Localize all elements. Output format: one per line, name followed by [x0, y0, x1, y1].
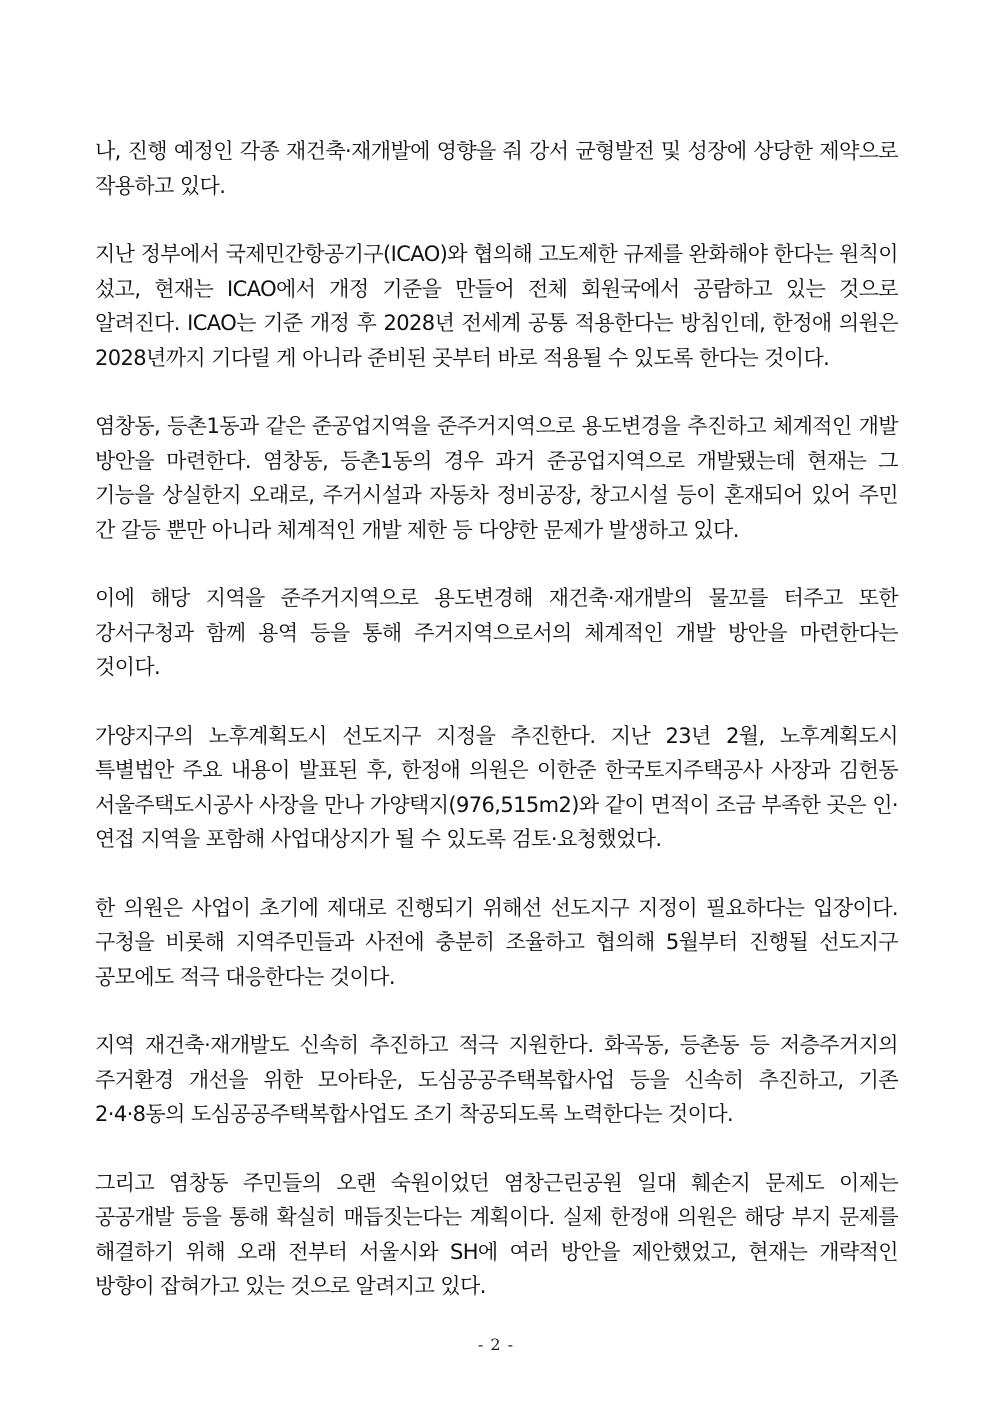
paragraph-1: 나, 진행 예정인 각종 재건축·재개발에 영향을 줘 강서 균형발전 및 성장에 상당한 제약으로 작용하고 있다. — [95, 139, 898, 198]
paragraph-6: 한 의원은 사업이 초기에 제대로 진행되기 위해선 선도지구 지정이 필요하다는 입장이다. 구청을 비롯해 지역주민들과 사전에 충분히 조율하고 협의해 5월부터 진행될 선도지구 공모에도 적극 대응한다는 것이다. — [95, 895, 898, 989]
paragraph-4: 이에 해당 지역을 준주거지역으로 용도변경해 재건축·재개발의 물꼬를 터주고 또한 강서구청과 함께 용역 등을 통해 주거지역으로서의 체계적인 개발 방안을 마련한다는 것이다. — [95, 586, 898, 679]
page-number: - 2 - — [477, 1335, 515, 1354]
document-body — [95, 128, 898, 1338]
paragraph-5: 가양지구의 노후계획도시 선도지구 지정을 추진한다. 지난 23년 2월, 노후계획도시 특별법안 주요 내용이 발표된 후, 한정애 의원은 이한준 한국토지주택공사 사장과 김헌동 서울주택도시공사 사장을 만나 가양택지(976,515m2)와 같이 면적이 조금 부족한 곳은 인·연접 지역을 포함해 사업대상지가 될 수 있도록 검토·요청했었다. — [95, 723, 898, 851]
paragraph-7: 지역 재건축·재개발도 신속히 추진하고 적극 지원한다. 화곡동, 등촌동 등 저층주거지의 주거환경 개선을 위한 모아타운, 도심공공주택복합사업 등을 신속히 추진하고, 기존 2·4·8동의 도심공공주택복합사업도 조기 착공되도록 노력한다는 것이다. — [95, 1033, 898, 1126]
paragraph-8: 그리고 염창동 주민들의 오랜 숙원이었던 염창근린공원 일대 훼손지 문제도 이제는 공공개발 등을 통해 확실히 매듭짓는다는 계획이다. 실제 한정애 의원은 해당 부지 문제를 해결하기 위해 오래 전부터 서울시와 SH에 여러 방안을 제안했었고, 현재는 개략적인 방향이 잡혀가고 있는 것으로 알려지고 있다. — [95, 1170, 898, 1298]
paragraph-3: 염창동, 등촌1동과 같은 준공업지역을 준주거지역으로 용도변경을 추진하고 체계적인 개발 방안을 마련한다. 염창동, 등촌1동의 경우 과거 준공업지역으로 개발됐는데 현재는 그 기능을 상실한지 오래로, 주거시설과 자동차 정비공장, 창고시설 등이 혼재되어 있어 주민 간 갈등 뿐만 아니라 체계적인 개발 제한 등 다양한 문제가 발생하고 있다. — [95, 414, 898, 542]
paragraph-2: 지난 정부에서 국제민간항공기구(ICAO)와 협의해 고도제한 규제를 완화해야 한다는 원칙이 섰고, 현재는 ICAO에서 개정 기준을 만들어 전체 회원국에서 공람하고 있는 것으로 알려진다. ICAO는 기준 개정 후 2028년 전세계 공통 적용한다는 방침인데, 한정애 의원은 2028년까지 기다릴 게 아니라 준비된 곳부터 바로 적용될 수 있도록 한다는 것이다. — [95, 242, 898, 370]
